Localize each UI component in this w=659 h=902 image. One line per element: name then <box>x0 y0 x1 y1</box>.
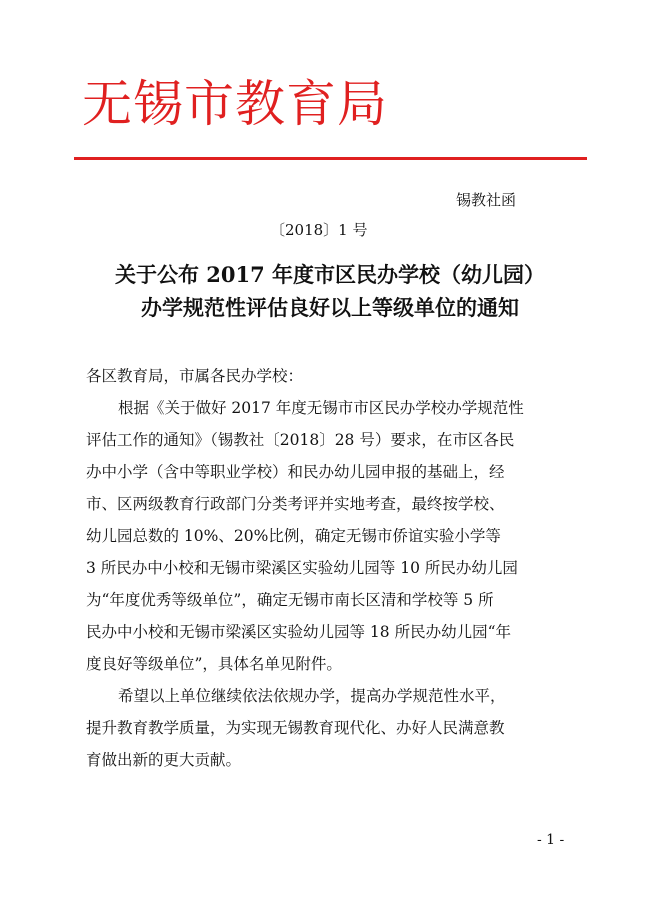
document-title-line-2: 办学规范性评估良好以上等级单位的通知 <box>141 295 519 320</box>
page-number: - 1 - <box>537 832 565 848</box>
doc-number-prefix: 锡教社函 <box>456 191 517 209</box>
doc-number: 〔2018〕1 号 <box>270 221 368 239</box>
letterhead-org-name: 无锡市教育局 <box>82 75 388 133</box>
body-line-10: 希望以上单位继续依法依规办学，提高办学规范性水平， <box>118 687 506 705</box>
salutation: 各区教育局，市属各民办学校： <box>86 367 304 385</box>
body-line-7: 为“年度优秀等级单位”，确定无锡市南长区清和学校等 5 所 <box>86 591 494 609</box>
letterhead-red-rule <box>74 157 587 160</box>
body-line-3: 办中小学（含中等职业学校）和民办幼儿园申报的基础上，经 <box>86 463 505 481</box>
document-title-line-1: 关于公布 2017 年度市区民办学校（幼儿园） <box>114 262 546 287</box>
body-line-1: 根据《关于做好 2017 年度无锡市市区民办学校办学规范性 <box>118 399 524 417</box>
body-line-6: 3 所民办中小校和无锡市梁溪区实验幼儿园等 10 所民办幼儿园 <box>86 559 518 577</box>
body-line-2: 评估工作的通知》（锡教社〔2018〕28 号）要求，在市区各民 <box>86 431 515 449</box>
body-line-8: 民办中小校和无锡市梁溪区实验幼儿园等 18 所民办幼儿园“年 <box>86 623 512 641</box>
body-line-12: 育做出新的更大贡献。 <box>86 751 242 769</box>
body-line-4: 市、区两级教育行政部门分类考评并实地考查，最终按学校、 <box>86 495 505 513</box>
document-title <box>80 258 580 324</box>
body-line-9: 度良好等级单位”，具体名单见附件。 <box>86 655 342 673</box>
body-line-11: 提升教育教学质量，为实现无锡教育现代化、办好人民满意教 <box>86 719 505 737</box>
body-line-5: 幼儿园总数的 10%、20%比例，确定无锡市侨谊实验小学等 <box>86 527 501 545</box>
